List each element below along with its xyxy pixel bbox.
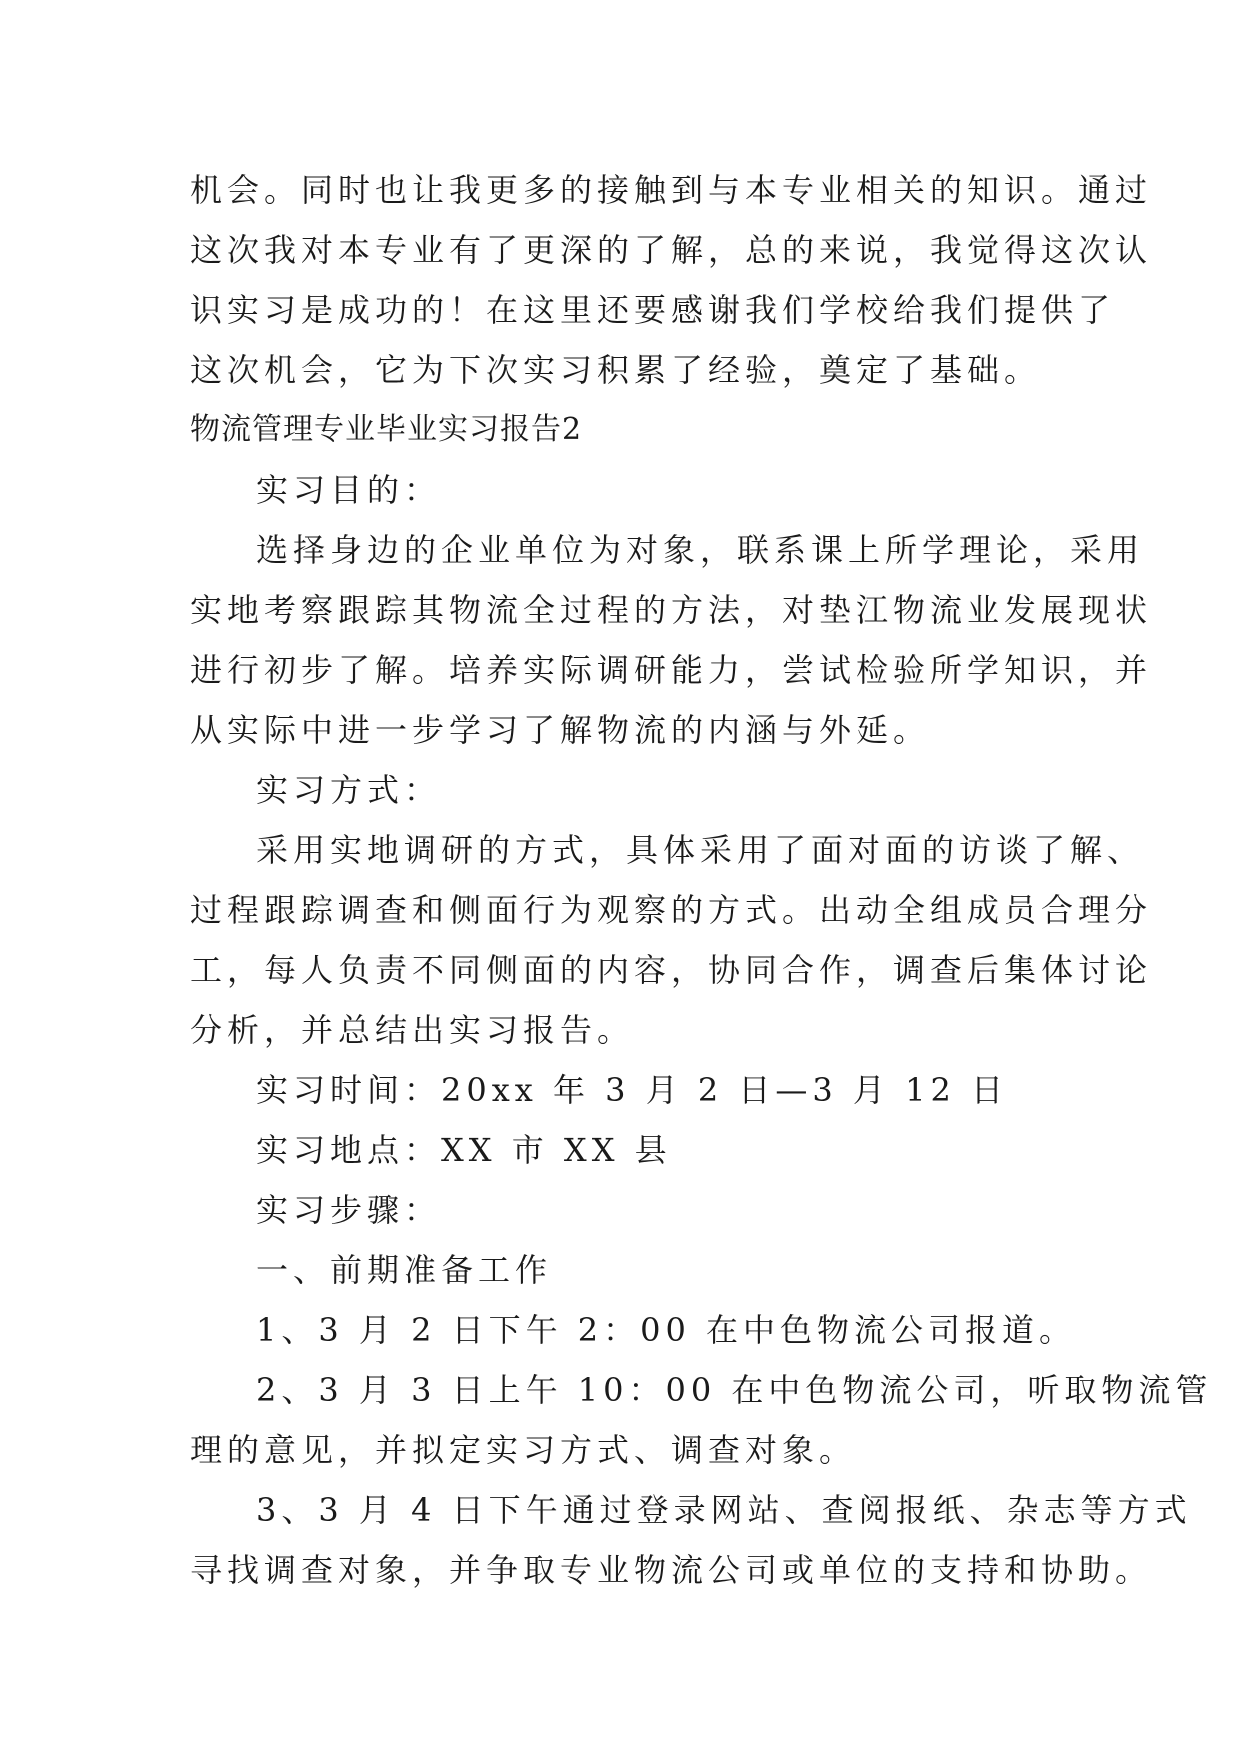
section-heading: 物流管理专业毕业实习报告2 xyxy=(190,412,583,447)
list-item: 1、3 月 2 日下午 2：00 在中色物流公司报道。 xyxy=(256,1311,1077,1349)
paragraph-line: 分析，并总结出实习报告。 xyxy=(190,1011,635,1049)
list-item: 2、3 月 3 日上午 10：00 在中色物流公司，听取物流管 xyxy=(256,1371,1213,1409)
paragraph-line: 寻找调查对象，并争取专业物流公司或单位的支持和协助。 xyxy=(190,1551,1153,1589)
list-item: 3、3 月 4 日下午通过登录网站、查阅报纸、杂志等方式 xyxy=(256,1491,1192,1529)
subheading-line: 实习方式： xyxy=(256,771,442,809)
paragraph-line: 理的意见，并拟定实习方式、调查对象。 xyxy=(190,1431,857,1469)
paragraph-line: 识实习是成功的！在这里还要感谢我们学校给我们提供了 xyxy=(190,291,1116,329)
subheading-line: 一、前期准备工作 xyxy=(256,1251,553,1289)
paragraph-line: 这次我对本专业有了更深的了解，总的来说，我觉得这次认 xyxy=(190,231,1153,269)
paragraph-line: 这次机会，它为下次实习积累了经验，奠定了基础。 xyxy=(190,351,1042,389)
subheading-line: 实习目的： xyxy=(256,471,442,509)
paragraph-line: 机会。同时也让我更多的接触到与本专业相关的知识。通过 xyxy=(190,171,1153,209)
document-page xyxy=(190,160,1213,1600)
info-line-time: 实习时间：20xx 年 3 月 2 日—3 月 12 日 xyxy=(256,1071,1008,1109)
paragraph-line: 工，每人负责不同侧面的内容，协同合作，调查后集体讨论 xyxy=(190,951,1153,989)
info-line-location: 实习地点：XX 市 XX 县 xyxy=(256,1131,672,1169)
subheading-line: 实习步骤： xyxy=(256,1191,442,1229)
paragraph-line: 采用实地调研的方式，具体采用了面对面的访谈了解、 xyxy=(256,831,1145,869)
paragraph-line: 选择身边的企业单位为对象，联系课上所学理论，采用 xyxy=(256,531,1145,569)
paragraph-line: 进行初步了解。培养实际调研能力，尝试检验所学知识，并 xyxy=(190,651,1153,689)
paragraph-line: 实地考察跟踪其物流全过程的方法，对垫江物流业发展现状 xyxy=(190,591,1153,629)
paragraph-line: 从实际中进一步学习了解物流的内涵与外延。 xyxy=(190,711,931,749)
paragraph-line: 过程跟踪调查和侧面行为观察的方式。出动全组成员合理分 xyxy=(190,891,1153,929)
